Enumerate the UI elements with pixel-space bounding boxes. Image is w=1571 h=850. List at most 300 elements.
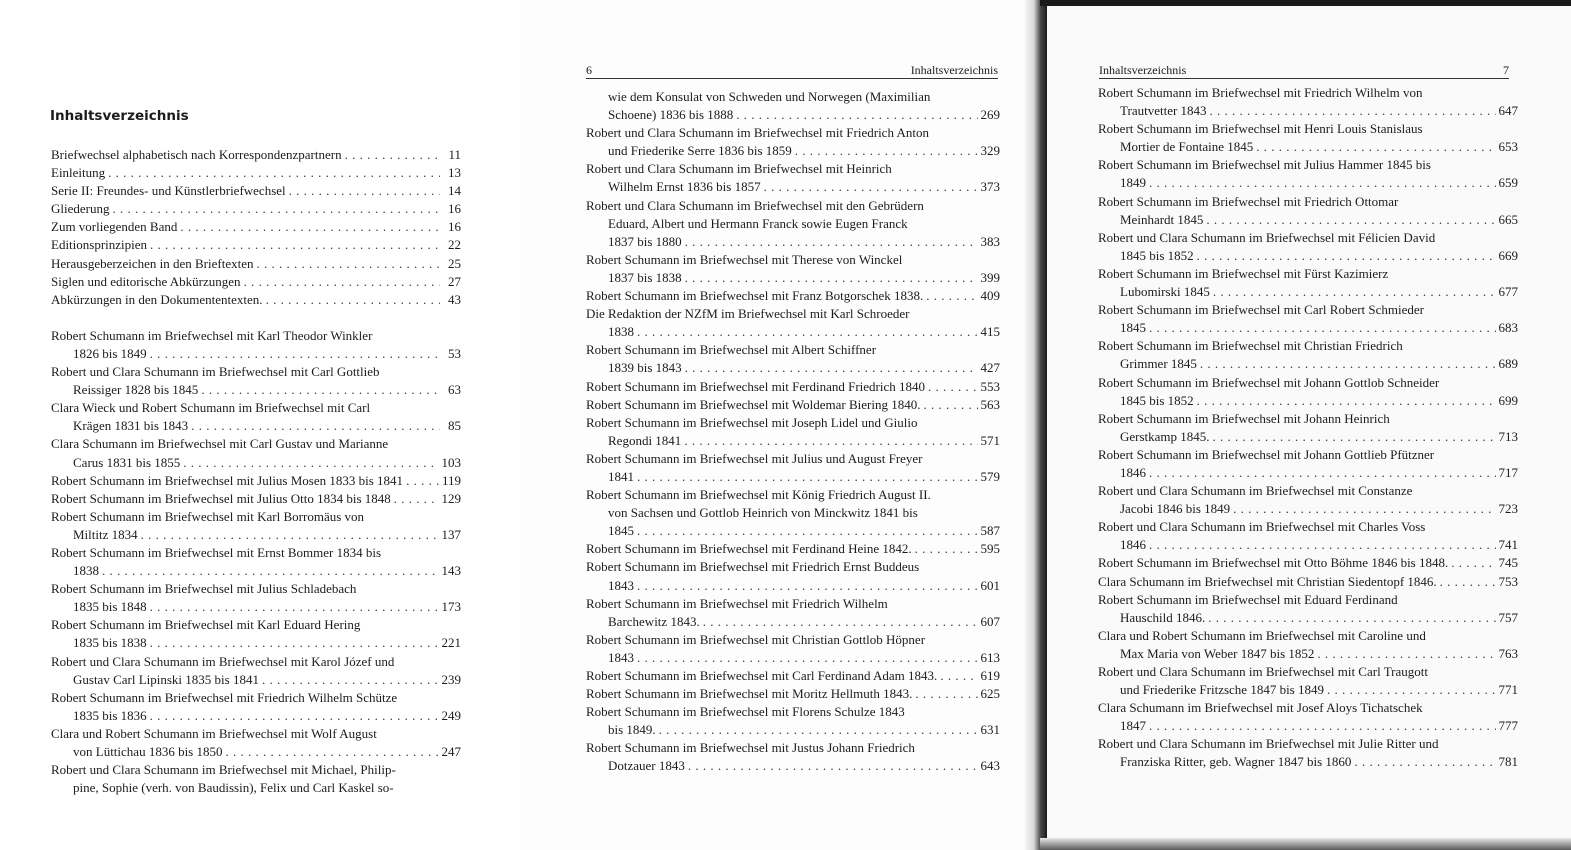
toc-entry [1098,265,1518,301]
entry-line: Clara und Robert Schumann im Briefwechsel mit Caroline und [1098,627,1426,643]
entry-line: Zum vorliegenden Band [51,219,178,235]
page-ref: 619 [980,668,1000,683]
entry-line: 1845 bis 1852 [1120,247,1194,263]
toc-entry [1098,735,1518,771]
entry-line: Serie II: Freundes- und Künstlerbriefwechsel [51,183,286,199]
entry-line: Krägen 1831 bis 1843 [73,418,189,434]
toc-entry [586,396,1000,414]
toc-entry [586,450,1000,486]
entry-line: Robert und Clara Schumann im Briefwechsel mit Julie Ritter und [1098,736,1439,752]
leader-dots [406,472,439,490]
page-ref: 723 [1498,501,1518,517]
toc-entry [1098,482,1518,518]
entry-line: 1845 bis 1852 [1120,392,1194,408]
page-ref: 63 [448,382,461,398]
page-ref: 16 [448,219,461,235]
page-ref: 269 [980,107,1000,123]
entry-line: Robert Schumann im Briefwechsel mit Henri Louis Stanislaus [1098,121,1423,137]
toc-entry [51,236,461,254]
toc-entry [51,435,461,471]
page-ref: 669 [1498,247,1518,263]
toc-entry [586,414,1000,450]
leader-dots [684,432,977,450]
entry-line: Barchewitz 1843. [608,613,700,629]
leader-dots [345,146,440,164]
entry-line: 1837 bis 1838 [608,269,682,285]
running-head-title: Inhaltsverzeichnis [910,63,998,77]
leader-dots [1233,500,1495,518]
leader-dots [150,598,439,616]
page-number: 7 [1503,63,1509,77]
leader-dots [1317,645,1495,663]
toc-entry [1098,156,1518,192]
page-ref: 781 [1498,754,1518,770]
entry-line: Schoene) 1836 bis 1888 [608,107,734,123]
leader-dots [685,269,978,287]
entry-line: 1846 [1120,464,1146,480]
toc-title: Inhaltsverzeichnis [50,108,189,124]
page-ref: 383 [980,233,1000,249]
entry-line: Abkürzungen in den Dokumententexten. [51,291,263,307]
entry-line: Franziska Ritter, geb. Wagner 1847 bis 1860 [1120,754,1352,770]
leader-dots [266,291,440,309]
page-ref: 665 [1498,211,1518,227]
entry-line: 1839 bis 1843 [608,360,682,376]
leader-dots [926,287,977,305]
page-ref: 27 [448,273,461,289]
page-ref: 613 [980,649,1000,665]
toc-entry [51,580,461,616]
page-ref: 625 [980,686,1000,702]
toc-entry [1098,84,1518,120]
leader-dots [915,685,977,703]
entry-line: Herausgeberzeichen in den Brieftexten [51,255,254,271]
page-ref: 595 [980,541,1000,557]
leader-dots [1197,247,1496,265]
page-ref: 409 [980,288,1000,304]
toc-entry [1098,627,1518,663]
page-number: 6 [586,63,592,77]
page-ref: 43 [448,291,461,307]
entry-line: Die Redaktion der NZfM im Briefwechsel mit Karl Schroeder [586,306,910,322]
page-ref: 753 [1498,573,1518,589]
entry-line: und Friederike Serre 1836 bis 1859 [608,143,792,159]
leader-dots [150,236,440,254]
entry-line: Robert Schumann im Briefwechsel mit Julius Schladebach [51,581,357,597]
toc-entry [586,540,1000,558]
entry-line: 1826 bis 1849 [73,345,147,361]
page-ref: 741 [1498,537,1518,553]
leader-dots [102,562,439,580]
page-ref: 14 [448,183,461,199]
leader-dots [262,671,439,689]
page-ref: 683 [1498,320,1518,336]
page-ref: 587 [980,523,1000,539]
leader-dots [394,490,439,508]
leader-dots [150,345,440,363]
entry-line: Robert und Clara Schumann im Briefwechsel mit Heinrich [586,161,892,177]
entry-line: 1847 [1120,718,1146,734]
entry-line: Wilhelm Ernst 1836 bis 1857 [608,179,761,195]
page-ref: 579 [980,468,1000,484]
entry-line: 1838 [608,324,634,340]
running-head-title: Inhaltsverzeichnis [1099,63,1187,77]
entry-line: Robert Schumann im Briefwechsel mit Carl Robert Schmieder [1098,302,1425,318]
entry-line: Eduard, Albert und Hermann Franck sowie Eugen Franck [608,215,908,231]
toc-entry [51,725,461,761]
entry-line: Robert und Clara Schumann im Briefwechsel mit Charles Voss [1098,519,1426,535]
leader-dots [928,378,977,396]
entry-line: Trautvetter 1843 [1120,103,1207,119]
leader-dots [795,142,978,160]
entry-line: Robert Schumann im Briefwechsel mit Christian Gottlob Höpner [586,631,926,647]
page-ref: 221 [441,635,461,651]
toc-right [1098,84,1518,772]
entry-line: Reissiger 1828 bis 1845 [73,382,199,398]
leader-dots [637,577,978,595]
right-page [1045,0,1571,850]
page-ref: 329 [980,143,1000,159]
entry-line: Robert und Clara Schumann im Briefwechsel mit Carl Gottlieb [51,364,380,380]
page-ref: 22 [448,237,461,253]
page-ref: 173 [441,599,461,615]
entry-line: und Friederike Fritzsche 1847 bis 1849 [1120,682,1324,698]
toc-entry [1098,120,1518,156]
entry-line: Robert Schumann im Briefwechsel mit Therese von Winckel [586,251,903,267]
leader-dots [1213,428,1496,446]
scan-edge-top [1040,0,1571,6]
entry-line: Robert Schumann im Briefwechsel mit Woldemar Biering 1840. [586,396,921,412]
entry-line: 1846 [1120,537,1146,553]
entry-line: Dotzauer 1843 [608,758,685,774]
entry-line: 1843 [608,649,634,665]
entry-line: Robert Schumann im Briefwechsel mit Friedrich Wilhelm Schütze [51,689,398,705]
leader-dots [108,164,440,182]
scan-edge-bottom [1040,838,1571,850]
entry-line: Robert Schumann im Briefwechsel mit Albert Schiffner [586,342,877,358]
toc-entry [51,164,461,182]
toc-entry [586,631,1000,667]
entry-line: Gustav Carl Lipinski 1835 bis 1841 [73,671,259,687]
entry-line: 1843 [608,577,634,593]
toc-entry [51,399,461,435]
leader-dots [1213,283,1496,301]
entry-line: Robert und Clara Schumann im Briefwechsel mit den Gebrüdern [586,197,924,213]
toc-entry [51,490,461,508]
entry-list-left [51,327,461,761]
leader-dots [1440,573,1496,591]
page-ref: 713 [1498,428,1518,444]
toc-entry [1098,301,1518,337]
leader-dots [685,359,978,377]
leader-dots [1149,174,1496,192]
page-ref: 689 [1498,356,1518,372]
toc-middle [586,88,1000,776]
toc-entry [51,218,461,236]
toc-entry [586,88,1000,124]
page-ref: 777 [1498,718,1518,734]
toc-left [51,146,461,797]
entry-line: von Sachsen und Gottlob Heinrich von Minckwitz 1841 bis [608,505,918,521]
leader-dots [637,468,978,486]
entry-line: von Lüttichau 1836 bis 1850 [73,744,223,759]
entry-list-middle [586,124,1000,775]
entry-line: Robert und Clara Schumann im Briefwechsel mit Friedrich Anton [586,125,929,141]
page-ref: 647 [1498,103,1518,119]
entry-line: Robert Schumann im Briefwechsel mit Friedrich Wilhelm [586,595,888,611]
entry-line: Briefwechsel alphabetisch nach Korrespondenzpartnern [51,147,342,162]
page-ref: 247 [441,744,461,759]
toc-entry [586,595,1000,631]
entry-line: Robert Schumann im Briefwechsel mit Franz Botgorschek 1838. [586,288,924,304]
entry-line: wie dem Konsulat von Schweden und Norwegen (Maximilian [608,89,931,104]
page-ref: 143 [441,563,461,579]
entry-line: Jacobi 1846 bis 1849 [1120,501,1231,517]
entry-line: Clara Schumann im Briefwechsel mit Josef Aloys Tichatschek [1098,700,1423,716]
toc-entry [51,255,461,273]
entry-line: Robert Schumann im Briefwechsel mit Eduard Ferdinand [1098,591,1398,607]
page-ref: 601 [980,577,1000,593]
entry-tail-first: Robert und Clara Schumann im Briefwechsel mit Michael, Philip- [51,762,396,778]
leader-dots [1206,211,1495,229]
toc-entry [586,287,1000,305]
entry-line: Editionsprinzipien [51,237,148,253]
entry-line: Robert Schumann im Briefwechsel mit Friedrich Ernst Buddeus [586,559,920,575]
page-ref: 427 [980,360,1000,376]
toc-entry [51,291,461,309]
page-ref: 745 [1498,555,1518,571]
entry-line: Clara Wieck und Robert Schumann im Briefwechsel mit Carl [51,400,371,416]
entry-line: Grimmer 1845 [1120,356,1197,372]
toc-entry [586,685,1000,703]
toc-entry [1098,374,1518,410]
toc-entry [1098,518,1518,554]
entry-line: 1835 bis 1848 [73,599,147,615]
entry-line: Robert Schumann im Briefwechsel mit Friedrich Ottomar [1098,193,1399,209]
leader-dots [688,757,978,775]
entry-line: Meinhardt 1845 [1120,211,1204,227]
entry-line: Robert Schumann im Briefwechsel mit Friedrich Wilhelm von [1098,85,1423,100]
toc-entry [51,544,461,580]
toc-entry [586,341,1000,377]
toc-entry [51,363,461,399]
toc-entry [51,616,461,652]
entry-line: Clara Schumann im Briefwechsel mit Christian Siedentopf 1846. [1098,573,1437,589]
leader-dots [1149,536,1496,554]
toc-entry [51,146,461,164]
entry-line: Miltitz 1834 [73,526,138,542]
entry-line: Regondi 1841 [608,432,682,448]
entry-line: Hauschild 1846. [1120,609,1206,625]
page-ref: 119 [441,472,461,488]
entry-tail-second: pine, Sophie (verh. von Baudissin), Felix und Carl Kaskel so- [73,780,394,796]
entry-line: Robert und Clara Schumann im Briefwechsel mit Félicien David [1098,229,1436,245]
entry-line: Robert Schumann im Briefwechsel mit Karl Theodor Winkler [51,327,373,343]
leader-dots [1210,102,1496,120]
entry-line: 1837 bis 1880 [608,233,682,249]
entry-line: Clara Schumann im Briefwechsel mit Carl Gustav und Marianne [51,436,389,452]
toc-entry [1098,337,1518,373]
page-ref: 677 [1498,284,1518,300]
entry-line: Robert Schumann im Briefwechsel mit Christian Friedrich [1098,338,1403,354]
leader-dots [289,182,440,200]
leader-dots [1451,554,1495,572]
entry-line: Robert Schumann im Briefwechsel mit Florens Schulze 1843 [586,704,905,720]
running-header-right [1099,62,1509,79]
entry-line: 1849 [1120,175,1146,191]
leader-dots [1256,138,1495,156]
leader-dots [1354,753,1495,771]
entry-line: Robert und Clara Schumann im Briefwechsel mit Constanze [1098,483,1413,499]
leader-dots [1197,392,1496,410]
entry-line: Robert Schumann im Briefwechsel mit Ferdinand Friedrich 1840 [586,378,926,394]
leader-dots [226,743,439,761]
toc-entry [51,327,461,363]
entry-line: bis 1849. [608,722,656,738]
entry-line: Siglen und editorische Abkürzungen [51,273,241,289]
entry-line: 1835 bis 1838 [73,635,147,651]
page-ref: 53 [448,345,461,361]
page-ref: 553 [980,378,1000,394]
entry-line: Robert Schumann im Briefwechsel mit Johann Gottlob Schneider [1098,374,1440,390]
page-ref: 85 [448,418,461,434]
page-ref: 563 [980,396,1000,412]
entry-line: Robert Schumann im Briefwechsel mit König Friedrich August II. [586,487,931,503]
page-ref: 771 [1498,682,1518,698]
entry-line: 1845 [608,523,634,539]
toc-entry [51,200,461,218]
toc-entry [586,739,1000,775]
toc-entry [51,182,461,200]
entry-line: Gerstkamp 1845. [1120,428,1210,444]
leader-dots [1327,681,1496,699]
page-ref: 653 [1498,139,1518,155]
entry-line: Gliederung [51,201,110,217]
toc-entry [1098,573,1518,591]
entry-line: Robert Schumann im Briefwechsel mit Fürst Kazimierz [1098,265,1389,281]
toc-entry [51,653,461,689]
leader-dots [180,218,440,236]
entry-line: Robert Schumann im Briefwechsel mit Karl Borromäus von [51,508,365,524]
entry-line: Clara und Robert Schumann im Briefwechsel mit Wolf August [51,725,377,741]
leader-dots [201,381,440,399]
leader-dots [923,396,977,414]
left-page [0,0,520,850]
toc-entry [1098,410,1518,446]
toc-entry [586,667,1000,685]
entry-line: 1841 [608,468,634,484]
page-ref: 757 [1498,609,1518,625]
entry-line: Robert Schumann im Briefwechsel mit Joseph Lidel und Giulio [586,414,918,430]
leader-dots [915,540,978,558]
page-ref: 13 [448,165,461,181]
toc-entry [586,160,1000,196]
page-ref: 659 [1498,175,1518,191]
leader-dots [1149,464,1496,482]
page-ref: 631 [980,722,1000,738]
toc-entry [586,378,1000,396]
toc-entry [51,472,461,490]
leader-dots [244,273,440,291]
entry-line: Robert Schumann im Briefwechsel mit Moritz Hellmuth 1843. [586,686,913,702]
toc-entry [51,689,461,725]
page-ref: 239 [441,671,461,687]
page-ref: 11 [448,147,461,162]
toc-entry [586,197,1000,251]
leader-dots [685,233,978,251]
entry-line: Robert Schumann im Briefwechsel mit Karl Eduard Hering [51,617,361,633]
page-ref: 103 [441,454,461,470]
entry-line: Einleitung [51,165,106,181]
page-ref: 399 [980,269,1000,285]
page-ref: 25 [448,255,461,271]
page-ref: 763 [1498,645,1518,661]
entry-line: Robert Schumann im Briefwechsel mit Ferdinand Heine 1842. [586,541,912,557]
leader-dots [1149,319,1496,337]
entry-line: Robert und Clara Schumann im Briefwechsel mit Carl Traugott [1098,664,1429,679]
toc-entry [586,251,1000,287]
toc-entry [1098,699,1518,735]
leader-dots [659,721,978,739]
toc-entry [51,273,461,291]
entry-line: Robert Schumann im Briefwechsel mit Johann Gottlieb Pfützner [1098,446,1435,462]
leader-dots [256,255,440,273]
entry-line: Robert und Clara Schumann im Briefwechsel mit Karol Józef und [51,653,395,669]
leader-dots [191,417,440,435]
toc-entry [1098,229,1518,265]
entry-line: Robert Schumann im Briefwechsel mit Julius Otto 1834 bis 1848 [51,490,391,506]
toc-entry [51,508,461,544]
leader-dots [150,707,439,725]
leader-dots [637,522,978,540]
page-ref: 607 [980,613,1000,629]
entry-line: Carus 1831 bis 1855 [73,454,181,470]
toc-entry [1098,554,1518,572]
entry-line: Robert Schumann im Briefwechsel mit Ernst Bommer 1834 bis [51,544,382,560]
toc-entry [586,703,1000,739]
page-ref: 249 [441,707,461,723]
toc-entry [586,558,1000,594]
page-ref: 415 [980,324,1000,340]
leader-dots [112,200,440,218]
entry-line: Robert Schumann im Briefwechsel mit Julius Hammer 1845 bis [1098,157,1431,173]
page-ref: 717 [1498,464,1518,480]
leader-dots [764,178,978,196]
entry-line: Robert Schumann im Briefwechsel mit Carl Ferdinand Adam 1843. [586,668,938,683]
toc-entry [1098,591,1518,627]
leader-dots [736,106,977,124]
page-ref: 571 [980,432,1000,448]
leader-dots [940,667,977,685]
leader-dots [1208,609,1495,627]
page-ref: 643 [980,758,1000,774]
toc-entry [586,305,1000,341]
entry-line: Max Maria von Weber 1847 bis 1852 [1120,645,1315,661]
leader-dots [1200,355,1496,373]
entry-line: Robert Schumann im Briefwechsel mit Julius und August Freyer [586,450,923,466]
front-matter-list [51,146,461,309]
leader-dots [141,526,439,544]
entry-line: 1845 [1120,320,1146,336]
toc-entry [1098,663,1518,699]
running-header-middle [586,62,998,79]
toc-entry [1098,446,1518,482]
entry-line: Mortier de Fontaine 1845 [1120,139,1254,155]
entry-line: 1835 bis 1836 [73,707,147,723]
book-spine [1025,0,1047,850]
entry-line: Lubomirski 1845 [1120,284,1210,300]
leader-dots [183,454,438,472]
